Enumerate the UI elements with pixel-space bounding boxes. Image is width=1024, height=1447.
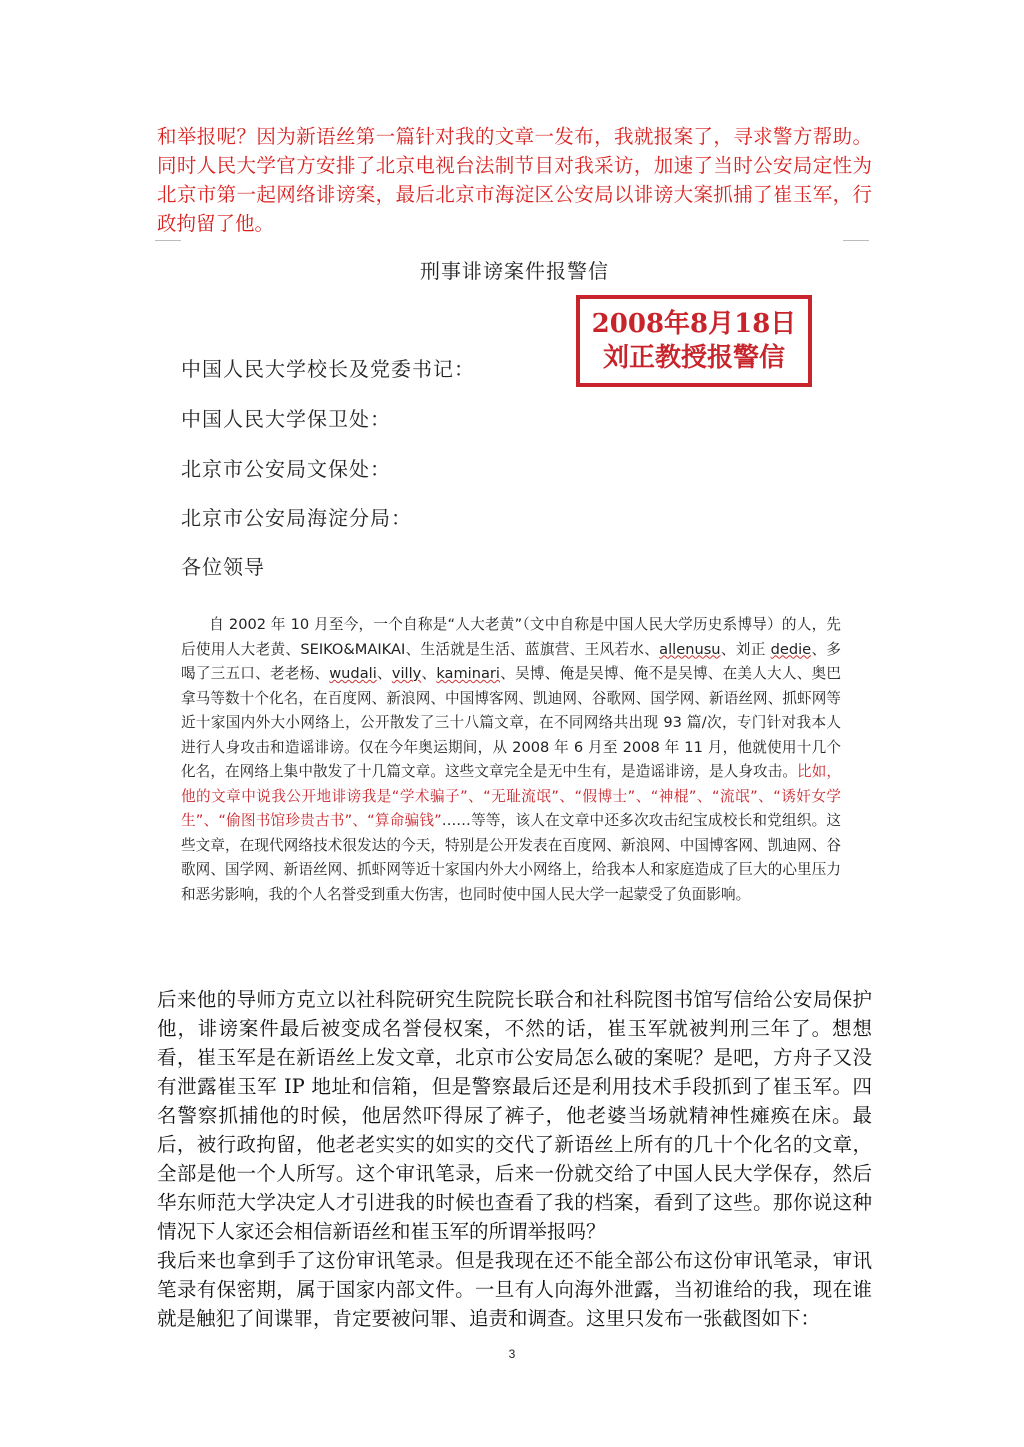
letter-scan-image xyxy=(157,245,872,970)
date-stamp-box xyxy=(576,295,812,387)
addressee-4: 北京市公安局海淀分局： xyxy=(181,506,412,530)
alias-kaminari: kaminari xyxy=(436,665,500,682)
alias-villy: villy xyxy=(391,665,422,682)
letter-body-part3: 、多喝了三五口、老老杨、 xyxy=(181,640,841,682)
intro-text: 和举报呢？因为新语丝第一篇针对我的文章一发布，我就报案了，寻求警方帮助。同时人民大学官方安排了北京电视台法制节目对我采访，加速了当时公安局定性为北京市第一起网络诽谤案，最后北京市海淀区公安局以诽谤大案抓捕了崔玉军，行政拘留了他。 xyxy=(157,125,872,235)
stamp-caption: 刘正教授报警信 xyxy=(602,343,785,373)
letter-body xyxy=(181,613,841,907)
main-paragraph-1: 后来他的导师方克立以社科院研究生院院长联合和社科院图书馆写信给公安局保护他，诽谤案件最后被变成名誉侵权案，不然的话，崔玉军就被判刑三年了。想想看，崔玉军是在新语丝上发文章，北京市公安局怎么破的案呢？是吧，方舟子又没有泄露崔玉军 IP 地址和信箱，但是警察最后还是利用技术手段抓到了崔玉军。四名警察抓捕他的时候，他居然吓得尿了裤子，他老婆当场就精神性瘫痪在床。最后，被行政拘留，他老老实实的如实的交代了新语丝上所有的几十个化名的文章，全部是他一个人所写。这个审讯笔录，后来一份就交给了中国人民大学保存，然后华东师范大学决定人才引进我的时候也查看了我的档案，看到了这些。那你说这种情况下人家还会相信新语丝和崔玉军的所谓举报吗？ xyxy=(157,988,872,1243)
addressee-5: 各位领导 xyxy=(181,555,265,579)
letter-body-part6: 、吴博、俺是吴博、俺不是吴博、在美人大人、奥巴拿马等数十个化名，在百度网、新浪网、中国博客网、凯迪网、谷歌网、国学网、新语丝网、抓虾网等近十家国内外大小网络上，公开散发了三十八篇文章，在不同网络共出现 93 篇/次，专门针对我本人进行人身攻击和造谣诽谤。仅在今年奥运期间，从 2008 年 6 月至 2008 年 11 月，他就使用十几个化名，在网络上集中散发了十几篇文章。这些文章完全是无中生有，是造谣诽谤，是人身攻击。 xyxy=(181,665,841,780)
alias-wudali: wudali xyxy=(329,665,377,682)
intro-paragraph xyxy=(157,122,872,238)
addressee-1: 中国人民大学校长及党委书记： xyxy=(181,357,475,381)
divider-left xyxy=(155,240,181,241)
letter-body-part5: 、 xyxy=(421,665,437,682)
letter-body-part4: 、 xyxy=(376,665,392,682)
main-paragraph-2: 我后来也拿到手了这份审讯笔录。但是我现在还不能全部公布这份审讯笔录，审讯笔录有保密期，属于国家内部文件。一旦有人向海外泄露，当初谁给的我，现在谁就是触犯了间谍罪，肯定要被问罪、追责和调查。这里只发布一张截图如下： xyxy=(157,1249,872,1330)
main-text xyxy=(157,985,872,1333)
letter-body-part1: 自 2002 年 10 月至今，一个自称是“人大老黄”（文中自称是中国人民大学历史系博导）的人，先后使用人大老黄、SEIKO&MAIKAI、生活就是生活、蓝旗营、王风若水、 xyxy=(181,616,841,658)
addressee-3: 北京市公安局文保处： xyxy=(181,457,391,481)
alias-allenusu: allenusu xyxy=(659,640,721,658)
addressee-2: 中国人民大学保卫处： xyxy=(181,407,391,431)
page-number: 3 xyxy=(508,1347,516,1361)
alias-dedie: dedie xyxy=(770,640,812,658)
letter-body-red-quote: 比如，他的文章中说我公开地诽谤我是“学术骗子”、“无耻流氓”、“假博士”、“神棍”、“流氓”、“诱奸女学生”、“偷图书馆珍贵古书”、“算命骗钱” xyxy=(181,763,841,829)
letter-title: 刑事诽谤案件报警信 xyxy=(420,259,609,283)
letter-body-part2: 、刘正 xyxy=(720,640,771,658)
stamp-date: 2008年8月18日 xyxy=(591,309,797,339)
divider-right xyxy=(843,240,869,241)
letter-body-part7: ……等等，该人在文章中还多次攻击纪宝成校长和党组织。这些文章，在现代网络技术很发达的今天，特别是公开发表在百度网、新浪网、中国博客网、凯迪网、谷歌网、国学网、新语丝网、抓虾网等近十家国内外大小网络上，给我本人和家庭造成了巨大的心里压力和恶劣影响，我的个人名誉受到重大伤害，也同时使中国人民大学一起蒙受了负面影响。 xyxy=(181,812,841,903)
